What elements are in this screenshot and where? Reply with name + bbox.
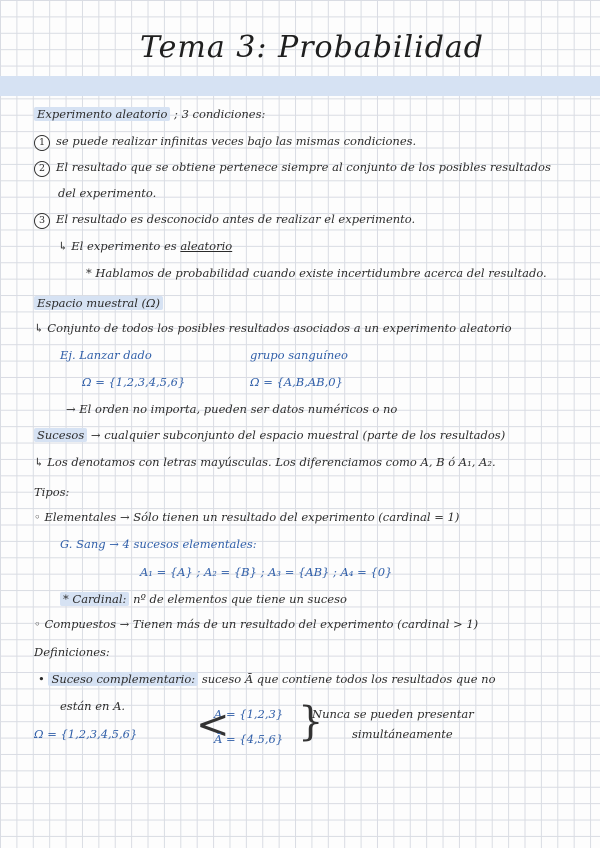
example-dado-label: Ej. Lanzar dado bbox=[60, 348, 152, 362]
aleatorio-word: aleatorio bbox=[180, 239, 233, 253]
set-omega: Ω = {1,2,3,4,5,6} bbox=[34, 727, 138, 741]
cardinal-definition: nº de elementos que tiene un suceso bbox=[133, 592, 347, 606]
example-grupo-set: Ω = {A,B,AB,0} bbox=[250, 375, 343, 389]
right-brace-icon: } bbox=[298, 699, 324, 745]
gsang-example: G. Sang → 4 sucesos elementales: bbox=[60, 537, 257, 551]
highlight-espacio-muestral: Espacio muestral (Ω) bbox=[34, 296, 163, 310]
line-experimento bbox=[34, 107, 265, 121]
condition-3-text: El resultado es desconocido antes de realizar el experimento. bbox=[56, 212, 416, 226]
set-a: A = {1,2,3} bbox=[214, 707, 284, 721]
number-circle-3: 3 bbox=[34, 213, 50, 229]
condition-2-text: El resultado que se obtiene pertenece siempre al conjunto de los posibles resultados bbox=[56, 160, 551, 174]
simultaneamente-note: simultáneamente bbox=[352, 727, 453, 741]
sucesos-definition: → cualquier subconjunto del espacio muestral (parte de los resultados) bbox=[90, 428, 506, 442]
example-dado-set: Ω = {1,2,3,4,5,6} bbox=[82, 375, 186, 389]
set-a-complement: Ā = {4,5,6} bbox=[214, 732, 284, 746]
tipo-elementales: ◦ Elementales → Sólo tienen un resultado del experimento (cardinal = 1) bbox=[34, 510, 460, 524]
highlight-experimento-aleatorio: Experimento aleatorio bbox=[34, 107, 170, 121]
estan-en-a: están en A. bbox=[60, 699, 126, 713]
orden-note: → El orden no importa, pueden ser datos numéricos o no bbox=[66, 402, 398, 416]
highlight-cardinal: * Cardinal: bbox=[60, 592, 129, 606]
definiciones-heading: Definiciones: bbox=[34, 645, 110, 659]
aleatorio-prefix: ↳ El experimento es bbox=[58, 239, 177, 253]
suceso-complementario-line bbox=[38, 672, 496, 686]
cardinal-line bbox=[60, 592, 347, 606]
highlight-suceso-complementario: Suceso complementario: bbox=[48, 672, 198, 686]
espacio-definition: ↳ Conjunto de todos los posibles resultados asociados a un experimento aleatorio bbox=[34, 321, 512, 335]
bullet: • bbox=[38, 672, 45, 686]
aleatorio-line bbox=[58, 239, 232, 253]
title-highlight-band bbox=[0, 76, 600, 96]
page-title: Tema 3: Probabilidad bbox=[140, 30, 484, 65]
condition-1-text: se puede realizar infinitas veces bajo las mismas condiciones. bbox=[56, 134, 417, 148]
note-probabilidad: * Hablamos de probabilidad cuando existe incertidumbre acerca del resultado. bbox=[86, 266, 547, 280]
condition-1 bbox=[34, 134, 416, 151]
example-grupo-label: grupo sanguíneo bbox=[250, 348, 348, 362]
gsang-sets: A₁ = {A} ; A₂ = {B} ; A₃ = {AB} ; A₄ = {0} bbox=[140, 565, 393, 579]
number-circle-1: 1 bbox=[34, 135, 50, 151]
condiciones-label: ; 3 condiciones: bbox=[174, 107, 266, 121]
sucesos-line bbox=[34, 428, 505, 442]
heading-espacio-muestral bbox=[34, 296, 163, 310]
sucesos-denotation: ↳ Los denotamos con letras mayúsculas. Los diferenciamos como A, B ó A₁, A₂. bbox=[34, 455, 496, 469]
tipos-heading: Tipos: bbox=[34, 485, 70, 499]
condition-2 bbox=[34, 160, 551, 177]
condition-3 bbox=[34, 212, 415, 229]
condition-2-continued: del experimento. bbox=[58, 186, 157, 200]
left-brace-icon: < bbox=[196, 702, 230, 748]
tipo-compuestos: ◦ Compuestos → Tienen más de un resultado del experimento (cardinal > 1) bbox=[34, 617, 479, 631]
nunca-note: Nunca se pueden presentar bbox=[312, 707, 474, 721]
highlight-sucesos: Sucesos bbox=[34, 428, 87, 442]
suceso-complementario-definition: suceso Ā que contiene todos los resultados que no bbox=[201, 672, 496, 686]
number-circle-2: 2 bbox=[34, 161, 50, 177]
